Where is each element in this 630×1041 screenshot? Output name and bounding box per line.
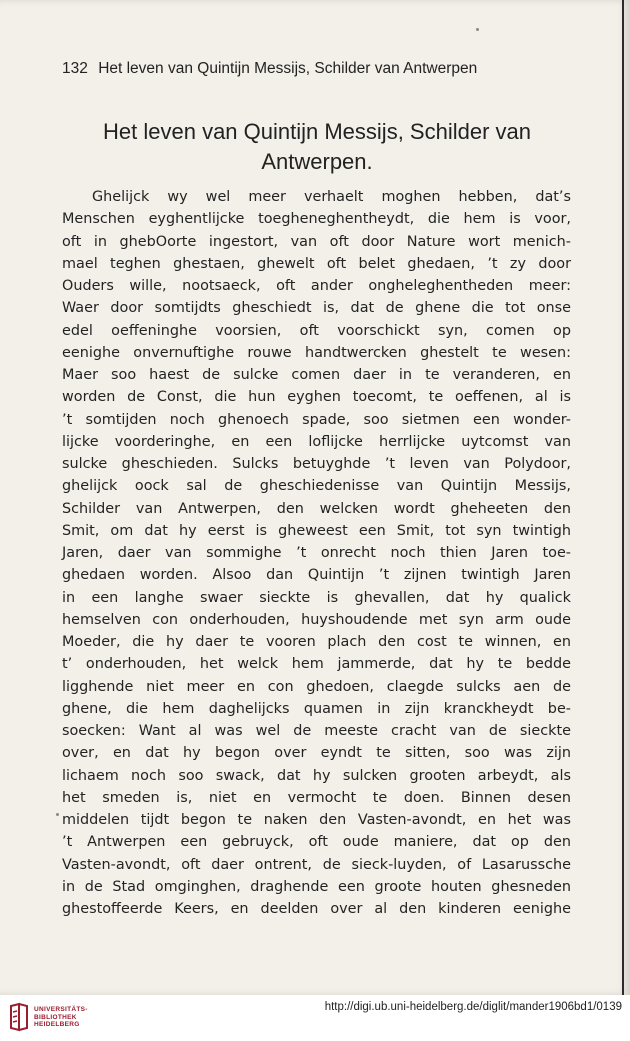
library-logo[interactable]: [8, 1000, 128, 1036]
text-line: over, en dat hy begon over eyndt te sitten, soo was zijn: [62, 745, 571, 762]
paper-speck: [56, 813, 59, 816]
text-line: ghene, die hem daghelijcks quamen in zijn kranckheydt be-: [62, 700, 571, 717]
text-line: in een langhe swaer sieckte is ghevallen, dat hy qualick: [62, 589, 571, 606]
text-line: in de Stad omginghen, draghende een groote houten ghesneden: [62, 878, 571, 895]
text-line: sulcke gheschieden. Sulcks betuyghde ’t leven van Polydoor,: [62, 456, 571, 472]
text-line: Smit, om dat hy eerst is gheweest een Smit, tot syn twintigh: [62, 522, 571, 539]
text-line: Moeder, die hy daer te vooren plach den cost te winnen, en: [62, 634, 571, 650]
logo-line-2: BIBLIOTHEK: [34, 1013, 77, 1021]
chapter-title: [62, 117, 572, 177]
chapter-title-line-2: Antwerpen.: [261, 149, 373, 174]
permalink-url[interactable]: http://digi.ub.uni-heidelberg.de/diglit/mander1906bd1/0139: [324, 1001, 622, 1013]
text-line: lichaem noch soo swack, dat hy sulcken grooten arbeydt, als: [62, 767, 571, 784]
text-line: Ouders wille, nootsaeck, oft ander ongheleghentheden meer:: [62, 278, 571, 294]
running-title: Het leven van Quintijn Messijs, Schilder van Antwerpen: [98, 60, 478, 77]
text-line: worden de Const, die hun eyghen toecomt, te oeffenen, al is: [62, 389, 571, 406]
text-line: lijcke voorderinghe, en een loflijcke herrlijcke uytcomst van: [62, 433, 571, 450]
text-line: het smeden is, niet en vermocht te doen. Binnen desen: [62, 789, 571, 806]
text-line: ligghende niet meer en con ghedoen, claegde sulcks aen de: [62, 678, 571, 695]
library-logo-icon: [8, 1002, 30, 1032]
text-line: Vasten-avondt, oft daer ontrent, de sieck-luyden, of Lasarussche: [62, 856, 571, 873]
text-line: Waer door somtijdts gheschiedt is, dat de ghene die tot onse: [62, 300, 571, 317]
text-line: hemselven con onderhouden, huyshoudende met syn arm oude: [62, 611, 571, 628]
text-line: Jaren, daer van sommighe ’t onrecht noch thien Jaren toe-: [62, 545, 571, 561]
running-head: [62, 60, 532, 78]
text-line: t’ onderhouden, het welck hem jammerde, dat hy te bedde: [62, 656, 571, 673]
text-line: middelen tijdt begon te naken den Vasten-avondt, en het was: [62, 812, 571, 828]
text-line: ghestoffeerde Keers, en deelden over al den kinderen eenighe: [62, 901, 571, 917]
body-text: [62, 186, 571, 920]
text-line: ghedaen worden. Alsoo dan Quintijn ’t zijnen twintigh Jaren: [62, 567, 571, 584]
library-logo-text: [34, 1006, 88, 1029]
page-number: 132: [62, 60, 88, 77]
logo-line-3: HEIDELBERG: [34, 1021, 80, 1028]
text-line: edel oeffeninghe voorsien, oft voorschickt syn, comen op: [62, 322, 571, 339]
text-line: oft in ghebOorte ingestort, van oft door Nature wort menich-: [62, 233, 571, 250]
text-line: eenighe onvernuftighe rouwe handtwercken ghestelt te wesen:: [62, 344, 571, 361]
logo-line-1: UNIVERSITÄTS-: [34, 1006, 88, 1013]
text-line: ’t Antwerpen een gebruyck, oft oude maniere, dat op den: [62, 834, 571, 851]
text-line: ghelijck oock sal de gheschiedenisse van Quintijn Messijs,: [62, 478, 571, 495]
chapter-title-line-1: Het leven van Quintijn Messijs, Schilder van: [103, 119, 531, 144]
text-line: ’t somtijden noch ghenoech spade, soo sietmen een wonder-: [62, 411, 571, 428]
text-line: soecken: Want al was wel de meeste cracht van de sieckte: [62, 723, 571, 739]
text-line: Schilder van Antwerpen, den welcken wordt gheheeten den: [62, 500, 571, 517]
paper-speck: [476, 28, 479, 31]
text-line: mael teghen ghestaen, ghewelt oft belet ghedaen, ’t zy door: [62, 255, 571, 272]
text-line: Ghelijck wy wel meer verhaelt moghen hebben, dat’s: [92, 189, 571, 205]
text-line: Maer soo haest de sulcke comen daer in te veranderen, en: [62, 367, 571, 383]
page-edge-shadow: [622, 0, 624, 995]
text-line: Menschen eyghentlijcke toegheneghentheydt, die hem is voor,: [62, 211, 571, 228]
